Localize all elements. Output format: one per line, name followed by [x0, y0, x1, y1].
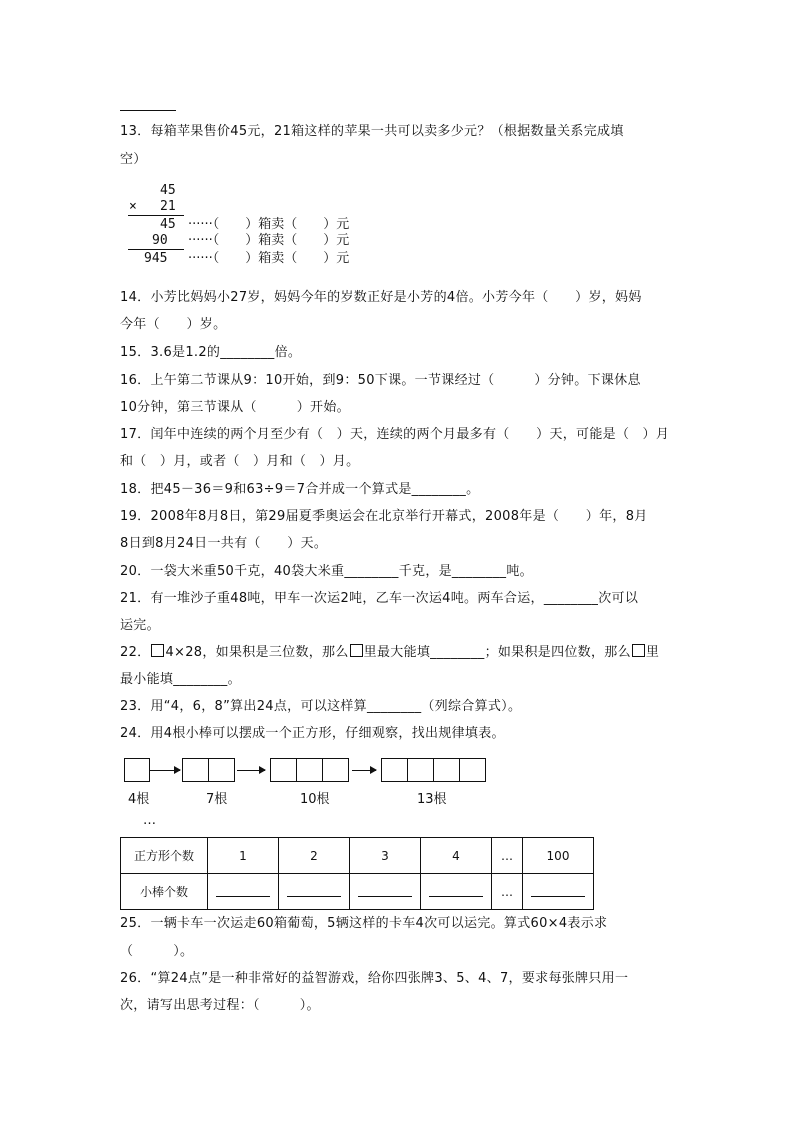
caption-10: 10根 — [300, 792, 330, 807]
result-product: 945 — [144, 251, 168, 266]
answer-cell[interactable] — [421, 874, 492, 910]
caption-13: 13根 — [417, 792, 447, 807]
q17-line1: 17．闰年中连续的两个月至少有（ ）天，连续的两个月最多有（ ）天，可能是（ ）月 — [120, 427, 670, 442]
blank-square-icon — [350, 644, 363, 657]
q22-number: 22． — [120, 645, 151, 660]
multiplier: 21 — [160, 199, 176, 214]
q13-line2: 空） — [120, 152, 147, 167]
q14-line1: 14．小芳比妈妈小27岁，妈妈今年的岁数正好是小芳的4倍。小芳今年（ ）岁，妈妈 — [120, 290, 642, 305]
answer-cell[interactable] — [523, 874, 594, 910]
q16-line1: 16．上午第二节课从9：10开始，到9：50下课。一节课经过（ ）分钟。下课休息 — [120, 373, 641, 388]
multiplicand: 45 — [160, 183, 176, 198]
table-row — [121, 838, 594, 874]
cell: 2 — [279, 838, 350, 874]
arrow-icon — [237, 770, 265, 771]
cell: 3 — [350, 838, 421, 874]
pattern-table — [120, 837, 594, 910]
q19-line2: 8日到8月24日一共有（ ）天。 — [120, 536, 328, 551]
partial-note-1: ······（ ）箱卖（ ）元 — [188, 217, 350, 232]
q19-line1: 19．2008年8月8日，第29届夏季奥运会在北京举行开幕式，2008年是（ ）年，8月 — [120, 509, 648, 524]
table-row — [121, 874, 594, 910]
ellipsis: … — [143, 813, 156, 828]
cell: 4 — [421, 838, 492, 874]
square-figure-4 — [381, 758, 486, 782]
partial-note-2: ······（ ）箱卖（ ）元 — [188, 233, 350, 248]
arrow-icon — [150, 770, 180, 771]
q21-line1: 21．有一堆沙子重48吨，甲车一次运2吨，乙车一次运4吨。两车合运，________次可以 — [120, 591, 639, 606]
cell: … — [492, 838, 523, 874]
square-figure-2 — [182, 758, 235, 782]
q16-line2: 10分钟，第三节课从（ ）开始。 — [120, 400, 350, 415]
answer-cell[interactable] — [208, 874, 279, 910]
partial-product-2: 90 — [152, 233, 168, 248]
caption-7: 7根 — [206, 792, 228, 807]
cell: 100 — [523, 838, 594, 874]
q13-line1: 13．每箱苹果售价45元，21箱这样的苹果一共可以卖多少元？（根据数量关系完成填 — [120, 124, 624, 139]
q24-line1: 24．用4根小棒可以摆成一个正方形，仔细观察，找出规律填表。 — [120, 726, 505, 741]
q17-line2: 和（ ）月，或者（ ）月和（ ）月。 — [120, 454, 360, 469]
q22-line1 — [120, 644, 659, 662]
q25-line1: 25．一辆卡车一次运走60箱葡萄，5辆这样的卡车4次可以运完。算式60×4表示求 — [120, 916, 608, 931]
mul-rule-2 — [128, 249, 184, 250]
times-sign: × — [129, 199, 137, 214]
top-answer-line — [120, 110, 176, 111]
answer-cell[interactable] — [350, 874, 421, 910]
q22-text-d: 里 — [645, 645, 660, 660]
partial-product-1: 45 — [160, 217, 176, 232]
row-header-squares: 正方形个数 — [121, 838, 208, 874]
square-figure-3 — [270, 758, 349, 782]
arrow-icon — [352, 770, 376, 771]
blank-square-icon — [632, 644, 645, 657]
result-note: ······（ ）箱卖（ ）元 — [188, 251, 350, 266]
q22-text-b: 4×28，如果积是三位数，那么 — [165, 645, 349, 660]
q18-line1: 18．把45－36＝9和63÷9＝7合并成一个算式是________。 — [120, 482, 480, 497]
mul-rule-1 — [128, 215, 184, 216]
q23-line1: 23．用“4，6，8”算出24点，可以这样算________（列综合算式）。 — [120, 699, 522, 714]
caption-4: 4根 — [128, 792, 150, 807]
row-header-sticks: 小棒个数 — [121, 874, 208, 910]
q26-line1: 26．“算24点”是一种非常好的益智游戏，给你四张牌3、5、4、7，要求每张牌只用一 — [120, 971, 629, 986]
q22-text-c: 里最大能填________；如果积是四位数，那么 — [363, 645, 631, 660]
q15-line1: 15．3.6是1.2的________倍。 — [120, 345, 302, 360]
q22-line2: 最小能填________。 — [120, 672, 241, 687]
q14-line2: 今年（ ）岁。 — [120, 317, 227, 332]
q25-line2: （ ）。 — [120, 944, 194, 959]
blank-square-icon — [151, 644, 164, 657]
q26-line2: 次，请写出思考过程：（ ）。 — [120, 998, 320, 1013]
cell: 1 — [208, 838, 279, 874]
q20-line1: 20．一袋大米重50千克，40袋大米重________千克，是________吨。 — [120, 564, 533, 579]
cell: … — [492, 874, 523, 910]
square-figure-1 — [124, 758, 150, 782]
answer-cell[interactable] — [279, 874, 350, 910]
q21-line2: 运完。 — [120, 618, 160, 633]
